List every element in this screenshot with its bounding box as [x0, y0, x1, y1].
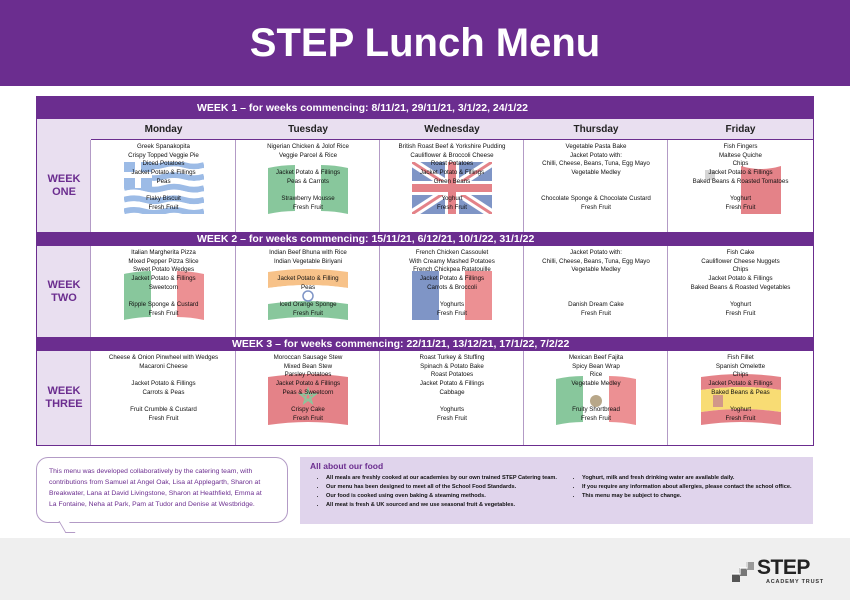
week-banner [37, 97, 813, 119]
menu-item: Strawberry Mousse [281, 195, 335, 203]
menu-item: Sweet Potato Wedges [132, 266, 195, 274]
menu-item: Jacket Potato & Fillings [419, 380, 485, 388]
menu-item: Diced Potatoes [142, 160, 185, 168]
menu-item: Fresh Fruit [293, 203, 323, 211]
menu-item: Chilli, Cheese, Beans, Tuna, Egg Mayo [542, 160, 650, 168]
menu-item: French Chickpea Ratatouille [413, 266, 491, 274]
menu-item: Jacket Potato & Fillings [708, 169, 773, 177]
menu-item [524, 275, 668, 284]
menu-cell-friday [668, 351, 813, 445]
menu-item [524, 293, 668, 302]
week-banner [37, 232, 813, 246]
menu-item: Crispy Topped Veggie Pie [128, 151, 199, 159]
menu-item: Mixed Bean Stew [283, 362, 333, 370]
header-bar [0, 0, 850, 86]
menu-item [668, 187, 813, 196]
menu-item: Nigerian Chicken & Jolof Rice [267, 143, 349, 150]
footer-bar [0, 538, 850, 600]
menu-item: Chips [732, 371, 749, 379]
menu-item: Baked Beans & Roasted Vegetables [690, 283, 791, 291]
menu-item: Cauliflower Cheese Nuggets [701, 257, 780, 265]
menu-item: Fresh Fruit [148, 203, 179, 211]
menu-item: Fruity Shortbread [572, 406, 620, 414]
menu-cell-monday [91, 351, 236, 445]
menu-item: Green Beans [433, 177, 471, 185]
menu-item [524, 284, 668, 293]
menu-cell-wednesday [380, 246, 524, 337]
menu-item [236, 160, 380, 169]
menu-item [91, 371, 236, 380]
menu-item: Chilli, Cheese, Beans, Tuna, Egg Mayo [542, 257, 650, 265]
about-item: • All meat is fresh & UK sourced and we use seasonal fruit & vegetables. [326, 501, 562, 509]
menu-item: Fresh Fruit [293, 414, 323, 422]
menu-item: Fish Cake [726, 249, 755, 256]
menu-item: Maltese Quiche [719, 151, 762, 159]
menu-item: Fresh Fruit [437, 203, 467, 211]
about-title: All about our food [310, 461, 384, 471]
menu-item: Indian Beef Bhuna with Rice [269, 249, 347, 256]
credits-line: La Fontaine, Neha at Park, Pam at Tudor and Denise at Westbridge. [49, 501, 255, 508]
menu-item: Fish Fingers [723, 143, 758, 150]
menu-item: Sweetcorn [148, 283, 179, 291]
menu-item: Jacket Potato & Fillings [131, 380, 196, 388]
menu-item: Fresh Fruit [437, 309, 467, 317]
menu-item: Baked Beans & Roasted Tomatoes [692, 177, 789, 185]
menu-item [380, 187, 524, 196]
about-item: • Yoghurt, milk and fresh drinking water are available daily. [582, 474, 804, 482]
menu-item: Jacket Potato with: [570, 151, 622, 159]
menu-item [668, 293, 813, 302]
menu-item: Jacket Potato & Fillings [419, 275, 485, 283]
menu-item: Peas [300, 283, 316, 291]
menu-item [524, 389, 668, 398]
menu-item: Iced Orange Sponge [279, 301, 337, 309]
menu-item: Jacket Potato & Fillings [275, 380, 341, 388]
menu-item: Flaky Biscuit [146, 195, 181, 203]
menu-item: Fresh Fruit [293, 309, 323, 317]
week-label-number: TWO [51, 291, 77, 304]
menu-item: Cheese & Onion Pinwheel with Wedges [108, 354, 219, 361]
credits-line: Breakwater, Lana at David Livingstone, Sharon at Heathfield, Emma at [49, 490, 262, 497]
menu-item: Chocolate Sponge & Chocolate Custard [541, 195, 651, 203]
menu-item: Greek Spanakopita [137, 143, 190, 150]
menu-item: Roast Potatoes [430, 371, 474, 379]
week-label [37, 351, 91, 445]
menu-cell-friday [668, 246, 813, 337]
week-label [37, 140, 91, 232]
menu-item: Mexican Beef Fajita [568, 354, 624, 361]
menu-item: Yoghurt [729, 301, 752, 309]
menu-item [524, 398, 668, 407]
menu-cell-wednesday [380, 140, 524, 232]
day-header-row [37, 119, 813, 140]
menu-item: Jacket Potato & Fillings [131, 275, 196, 283]
menu-item [380, 293, 524, 302]
menu-item: Yoghurts [439, 301, 465, 309]
menu-item: Chips [732, 160, 749, 168]
menu-item: Spanish Omelette [715, 362, 766, 370]
menu-item: Fruit Crumble & Custard [130, 406, 197, 414]
week-label-word: WEEK [47, 278, 81, 291]
step-logo-icon [730, 560, 756, 586]
menu-cell-tuesday [236, 351, 380, 445]
menu-item: Vegetable Medley [571, 169, 621, 177]
menu-item: Peas & Sweetcorn [282, 388, 334, 396]
credits-callout [36, 457, 288, 523]
menu-item: Yoghurt [729, 406, 752, 414]
menu-cell-wednesday [380, 351, 524, 445]
menu-cell-thursday [524, 140, 668, 232]
menu-item: Roast Potatoes [430, 160, 474, 168]
week-banner-text: WEEK 3 – for weeks commencing: 22/11/21, 13/12/21, 17/1/22, 7/2/22 [232, 338, 570, 350]
menu-item [236, 293, 380, 302]
menu-item: Crispy Cake [291, 406, 325, 414]
week-banner-text: WEEK 2 – for weeks commencing: 15/11/21, 6/12/21, 10/1/22, 31/1/22 [197, 233, 535, 245]
menu-item: Spinach & Potato Bake [420, 362, 484, 370]
menu-item: French Chicken Cassoulet [415, 249, 489, 256]
menu-item [91, 187, 236, 196]
menu-item: Carrots & Peas [142, 388, 185, 396]
menu-item: Fresh Fruit [581, 203, 611, 211]
menu-item: Ripple Sponge & Custard [128, 301, 199, 309]
week-banner-text: WEEK 1 – for weeks commencing: 8/11/21, 29/11/21, 3/1/22, 24/1/22 [197, 102, 528, 114]
menu-cell-thursday [524, 246, 668, 337]
about-item: • Our menu has been designed to meet all of the School Food Standards. [326, 483, 562, 491]
menu-item: Yoghurts [439, 406, 465, 414]
week-label [37, 246, 91, 337]
menu-item: Indian Vegetable Biriyani [273, 257, 343, 265]
menu-item [524, 187, 668, 196]
menu-cell-monday [91, 140, 236, 232]
menu-item: Fresh Fruit [725, 309, 756, 317]
day-header-friday: Friday [725, 124, 756, 135]
menu-item: Jacket Potato & Filling [277, 275, 339, 283]
day-header-wednesday: Wednesday [424, 124, 480, 135]
menu-item: With Creamy Mashed Potatoes [409, 257, 495, 265]
menu-item: Carrots & Broccoli [427, 283, 477, 291]
menu-item: Vegetable Medley [571, 266, 621, 274]
day-header-monday: Monday [144, 124, 183, 135]
logo-name: STEP [757, 556, 810, 579]
menu-item: Vegetable Medley [571, 380, 621, 388]
menu-item: Baked Beans & Peas [711, 388, 770, 396]
menu-item: Fresh Fruit [148, 414, 179, 422]
header-corner [37, 119, 91, 140]
menu-item: Rice [589, 371, 603, 379]
menu-item: Danish Dream Cake [568, 301, 624, 309]
menu-item: Jacket Potato & Fillings [419, 169, 485, 177]
menu-item: Spicy Bean Wrap [572, 362, 620, 370]
logo-subtitle: ACADEMY TRUST [766, 579, 824, 585]
menu-item: Parsley Potatoes [284, 371, 332, 379]
menu-item [91, 398, 236, 407]
menu-item [236, 398, 380, 407]
about-item: • All meals are freshly cooked at our academies by our own trained STEP Catering team. [326, 474, 562, 482]
menu-cell-friday [668, 140, 813, 232]
menu-item: Fresh Fruit [148, 309, 179, 317]
week-label-word: WEEK [47, 173, 81, 185]
menu-item: Roast Turkey & Stuffing [419, 354, 485, 361]
menu-cell-tuesday [236, 246, 380, 337]
menu-item: Fresh Fruit [725, 203, 756, 211]
menu-cell-tuesday [236, 140, 380, 232]
about-food-panel [300, 457, 813, 524]
menu-item: Cauliflower & Broccoli Cheese [410, 151, 494, 159]
menu-item [236, 266, 380, 275]
menu-item: Peas & Carrots [287, 177, 329, 185]
page-title: STEP Lunch Menu [249, 21, 601, 65]
week-label-word: WEEK [47, 385, 81, 397]
about-list-left [326, 474, 562, 510]
menu-item: Chips [732, 266, 749, 274]
about-item: • Our food is cooked using oven baking & steaming methods. [326, 492, 562, 500]
menu-item: Jacket Potato & Fillings [708, 380, 773, 388]
menu-item: Fresh Fruit [581, 309, 611, 317]
week-label-number: ONE [52, 186, 76, 198]
credits-line: This menu was developed collaboratively by the catering team, with [49, 468, 253, 475]
menu-item: Fresh Fruit [725, 414, 756, 422]
menu-item [524, 178, 668, 187]
about-item: • If you require any information about allergies, please contact the school office. [582, 483, 804, 491]
menu-cell-monday [91, 246, 236, 337]
menu-item: Fresh Fruit [581, 414, 611, 422]
menu-item: Macaroni Cheese [139, 362, 188, 370]
menu-item: Mixed Pepper Pizza Slice [128, 257, 199, 265]
menu-item: Jacket Potato & Fillings [275, 169, 341, 177]
menu-item: Yoghurt [441, 195, 463, 203]
menu-table [36, 96, 814, 446]
menu-item [91, 293, 236, 302]
menu-item: Veggie Parcel & Rice [278, 151, 338, 159]
menu-item: British Roast Beef & Yorkshire Pudding [398, 143, 506, 150]
menu-item: Jacket Potato & Fillings [708, 275, 773, 283]
menu-cell-thursday [524, 351, 668, 445]
about-item: • This menu may be subject to change. [582, 492, 804, 500]
menu-item [236, 187, 380, 196]
credits-line: contributions from Samuel at Angel Oak, Lisa at Applegarth, Sharon at [49, 479, 261, 486]
menu-item: Fresh Fruit [437, 414, 467, 422]
week-label-number: THREE [45, 398, 83, 410]
week-banner [37, 337, 813, 351]
menu-item: Vegetable Pasta Bake [565, 143, 627, 150]
menu-item: Peas [156, 177, 171, 185]
menu-item: Jacket Potato with: [570, 249, 622, 256]
menu-item: Fish Fillet [727, 354, 754, 361]
menu-item [668, 398, 813, 407]
about-list-right [582, 474, 804, 501]
day-header-tuesday: Tuesday [288, 124, 328, 135]
menu-item: Moroccan Sausage Stew [273, 354, 343, 361]
menu-item: Cabbage [439, 388, 465, 396]
menu-item: Jacket Potato & Fillings [131, 169, 196, 177]
menu-item: Yoghurt [729, 195, 752, 203]
day-header-thursday: Thursday [573, 124, 619, 135]
menu-item: Italian Margherita Pizza [131, 249, 196, 256]
menu-item [380, 398, 524, 407]
